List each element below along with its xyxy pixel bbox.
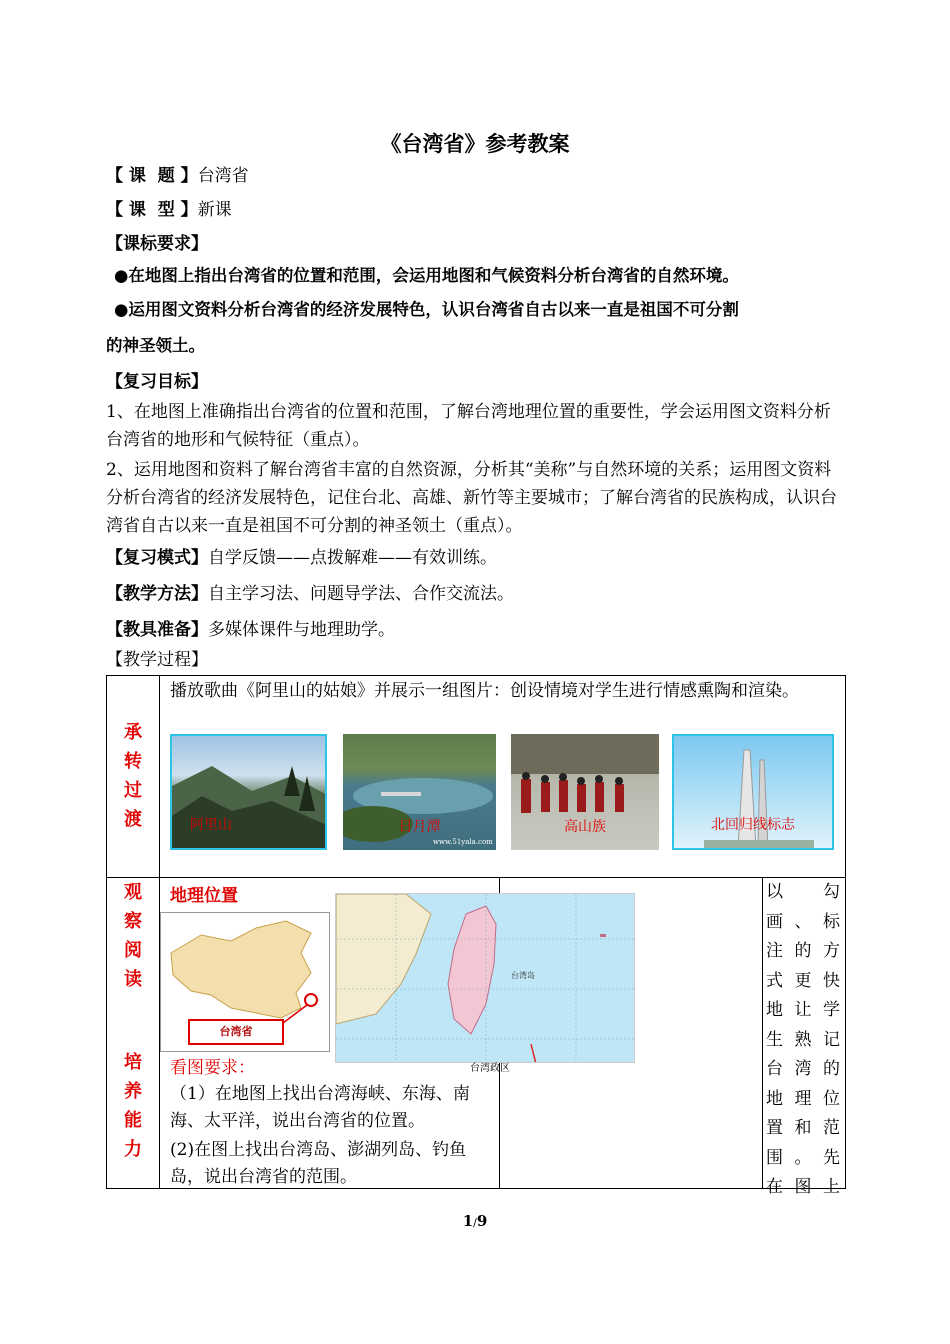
requirement-1: （1）在地图上找出台湾海峡、东海、南海、太平洋，说出台湾省的位置。 <box>170 1084 470 1131</box>
tools-line <box>106 618 395 642</box>
photo-tropic-marker <box>672 734 834 850</box>
mode-label: 【复习模式】 <box>106 548 208 568</box>
right-column-text <box>766 878 842 1203</box>
photo-caption: 高山族 <box>564 819 606 835</box>
page-number <box>0 1212 950 1230</box>
type-label: 【 课 型 】 <box>106 200 198 220</box>
side-char: 力 <box>124 1139 142 1160</box>
mode-value: 自学反馈——点拨解难——有效训练。 <box>208 548 497 568</box>
side-char: 读 <box>124 969 142 990</box>
side-char: 渡 <box>124 809 142 830</box>
side-char: 养 <box>124 1081 142 1102</box>
topic-value: 台湾省 <box>197 166 249 186</box>
requirement-2: (2)在图上找出台湾岛、澎湖列岛、钓鱼岛，说出台湾省的范围。 <box>170 1140 467 1187</box>
process-heading: 【教学过程】 <box>106 650 208 670</box>
tools-label: 【教具准备】 <box>106 620 208 640</box>
row2-side-label-bottom <box>113 1048 153 1164</box>
side-char: 观 <box>124 882 142 903</box>
right-text-line: 地 让 学 <box>766 1000 842 1020</box>
right-text-line: 台 湾 的 <box>766 1059 842 1079</box>
mode-line <box>106 546 497 570</box>
side-char: 转 <box>124 751 142 772</box>
photo-sun-moon-lake <box>343 734 496 850</box>
page-title: 《台湾省》参考教案 <box>380 132 570 156</box>
row2-side-label-top <box>113 878 153 994</box>
photo-caption: 北回归线标志 <box>711 817 795 833</box>
right-text-line: 围 。 先 <box>766 1147 842 1168</box>
method-value: 自主学习法、问题导学法、合作交流法。 <box>208 584 514 604</box>
side-char: 阅 <box>124 940 142 961</box>
right-text-line: 在 图 上 <box>766 1177 842 1197</box>
island-label: 台湾岛 <box>511 971 535 980</box>
topic-label: 【 课 题 】 <box>106 166 198 186</box>
side-char: 承 <box>124 722 142 743</box>
side-char: 察 <box>124 911 142 932</box>
tools-value: 多媒体课件与地理助学。 <box>208 620 395 640</box>
right-text-line: 地 理 位 <box>766 1088 842 1109</box>
type-line <box>106 198 232 222</box>
photo-caption: 阿里山 <box>190 817 232 833</box>
right-text-line: 置 和 范 <box>766 1118 842 1138</box>
type-value: 新课 <box>197 200 232 220</box>
standards-heading: 【课标要求】 <box>106 234 208 254</box>
taiwan-map <box>335 893 635 1063</box>
right-text-line: 式 更 快 <box>766 970 842 991</box>
row1-side-label <box>113 718 153 834</box>
right-text-line: 生 熟 记 <box>766 1029 842 1050</box>
side-char: 培 <box>124 1052 142 1073</box>
side-char: 能 <box>124 1110 142 1131</box>
right-text-line: 以 勾 <box>766 882 842 902</box>
map-label: 台湾省 <box>188 1019 284 1045</box>
photo-gaoshan <box>511 734 659 850</box>
page-separator: / <box>473 1216 477 1229</box>
requirements-heading: 看图要求： <box>170 1058 255 1078</box>
goals-heading: 【复习目标】 <box>106 372 208 392</box>
section-heading: 地理位置 <box>170 886 238 906</box>
row1-text: 播放歌曲《阿里山的姑娘》并展示一组图片：创设情境对学生进行情感熏陶和渲染。 <box>170 681 799 701</box>
standards-item2-line2: 的神圣领土。 <box>106 336 205 355</box>
method-label: 【教学方法】 <box>106 584 208 604</box>
topic-line <box>106 164 249 188</box>
page-current: 1 <box>462 1212 474 1230</box>
standards-item2-line1: ●运用图文资料分析台湾省的经济发展特色，认识台湾省自古以来一直是祖国不可分割 <box>114 300 739 319</box>
photo-alishan <box>170 734 327 850</box>
standards-item1: ●在地图上指出台湾省的位置和范围，会运用地图和气候资料分析台湾省的自然环境。 <box>114 266 739 285</box>
row2-divider-right <box>762 877 763 1189</box>
goal-1: 1、在地图上准确指出台湾省的位置和范围，了解台湾地理位置的重要性，学会运用图文资料分析台湾省的地形和气候特征（重点）。 <box>106 402 831 450</box>
taiwan-illustration <box>336 894 635 1063</box>
watermark: www.51yala.com <box>433 838 493 846</box>
china-map <box>160 912 330 1052</box>
photo-caption: 日月潭 <box>398 819 441 835</box>
right-text-line: 画 、 标 <box>766 911 842 932</box>
goal-2: 2、运用地图和资料了解台湾省丰富的自然资源，分析其“美称”与自然环境的关系；运用图文资料分析台湾省的经济发展特色，记住台北、高雄、新竹等主要城市；了解台湾省的民族构成，认识台湾省自古以来一直是祖国不可分割的神圣领土（重点）。 <box>106 460 837 536</box>
map-caption: 台湾政区 <box>470 1063 510 1074</box>
right-text-line: 注 的 方 <box>766 941 842 961</box>
side-char: 过 <box>124 780 142 801</box>
method-line <box>106 582 514 606</box>
page-total: 9 <box>476 1212 488 1230</box>
